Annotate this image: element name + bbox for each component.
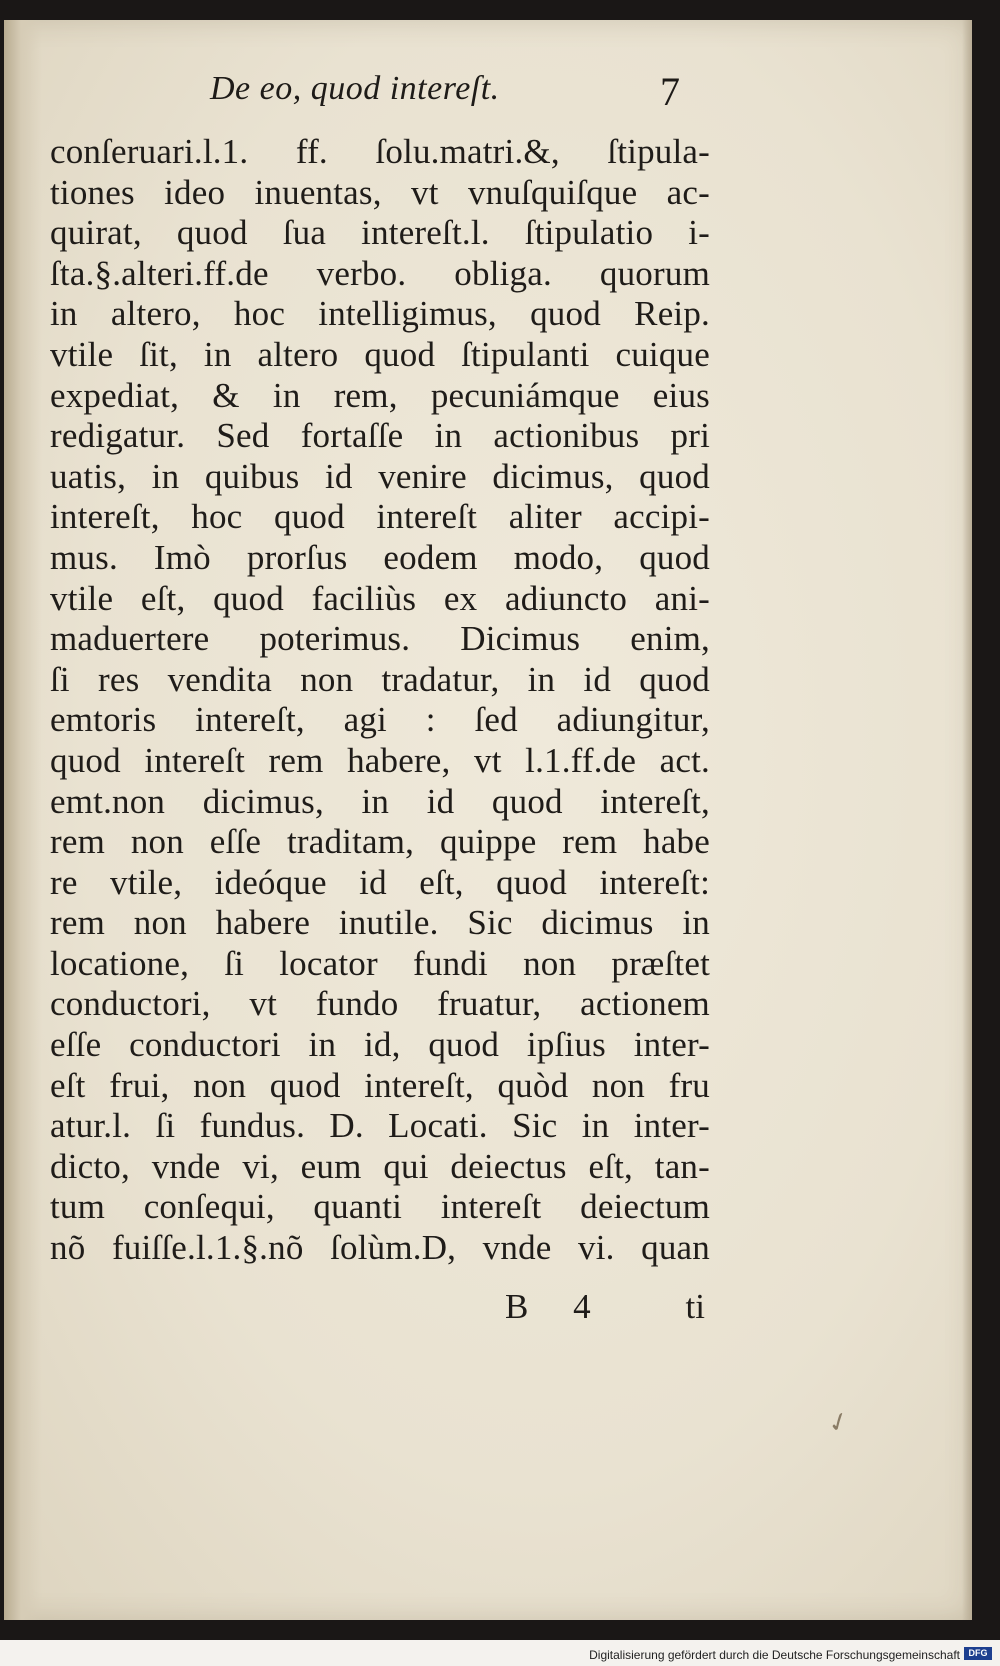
page-number: 7 [660,69,680,114]
footer-bar [0,1640,1000,1666]
text-line: intereſt, hoc quod intereſt aliter accipi- [50,497,710,537]
text-line: locatione, ſi locator fundi non præſtet [50,943,710,983]
text-line: in altero, hoc intelligimus, quod Reip. [50,294,710,334]
text-line: rem non eſſe traditam, quippe rem habe [50,822,710,862]
running-head: De eo, quod intereſt. [210,70,500,107]
text-line: re vtile, ideóque id eſt, quod intereſt: [50,862,710,902]
signature-mark: B 4 [505,1287,609,1326]
text-line: ſi res vendita non tradatur, in id quod [50,659,710,699]
text-line: maduertere poterimus. Dicimus enim, [50,619,710,659]
footer-credit: Digitalisierung gefördert durch die Deutsche Forschungsgemeinschaft [589,1648,960,1662]
text-line: mus. Imò prorſus eodem modo, quod [50,537,710,577]
catchword: ti [685,1287,705,1326]
text-line: atur.l. ſi fundus. D. Locati. Sic in inter- [50,1106,710,1146]
text-line: ſta.§.alteri.ff.de verbo. obliga. quorum [50,253,710,293]
text-line: expediat, & in rem, pecuniámque eius [50,375,710,415]
gutter-shadow [4,20,42,1620]
text-line: nõ fuiſſe.l.1.§.nõ ſolùm.D, vnde vi. quan [50,1228,710,1268]
text-line: emt.non dicimus, in id quod intereſt, [50,781,710,821]
text-line: dicto, vnde vi, eum qui deiectus eſt, tan- [50,1146,710,1186]
text-line: eſſe conductori in id, quod ipſius inter- [50,1025,710,1065]
text-line: conſeruari.l.1. ff. ſolu.matri.&, ſtipula- [50,132,710,171]
text-line: rem non habere inutile. Sic dicimus in [50,903,710,943]
page-edge [962,20,972,1620]
dfg-logo: DFG [964,1647,992,1660]
text-line: tum conſequi, quanti intereſt deiectum [50,1187,710,1227]
ink-stain: ✓ [823,1405,854,1440]
text-line: uatis, in quibus id venire dicimus, quod [50,456,710,496]
text-line: quirat, quod ſua intereſt.l. ſtipulatio i- [50,213,710,253]
text-line: tiones ideo inuentas, vt vnuſquiſque ac- [50,172,710,212]
text-line: emtoris intereſt, agi : ſed adiungitur, [50,700,710,740]
text-line: vtile eſt, quod faciliùs ex adiuncto ani- [50,578,710,618]
text-line: vtile ſit, in altero quod ſtipulanti cuique [50,334,710,374]
text-line: quod intereſt rem habere, vt l.1.ff.de act. [50,740,710,780]
text-line: redigatur. Sed fortaſſe in actionibus pri [50,416,710,456]
text-line: eſt frui, non quod intereſt, quòd non fru [50,1065,710,1105]
text-line: conductori, vt fundo fruatur, actionem [50,984,710,1024]
body-text [50,132,710,1269]
catchline [505,1287,705,1333]
